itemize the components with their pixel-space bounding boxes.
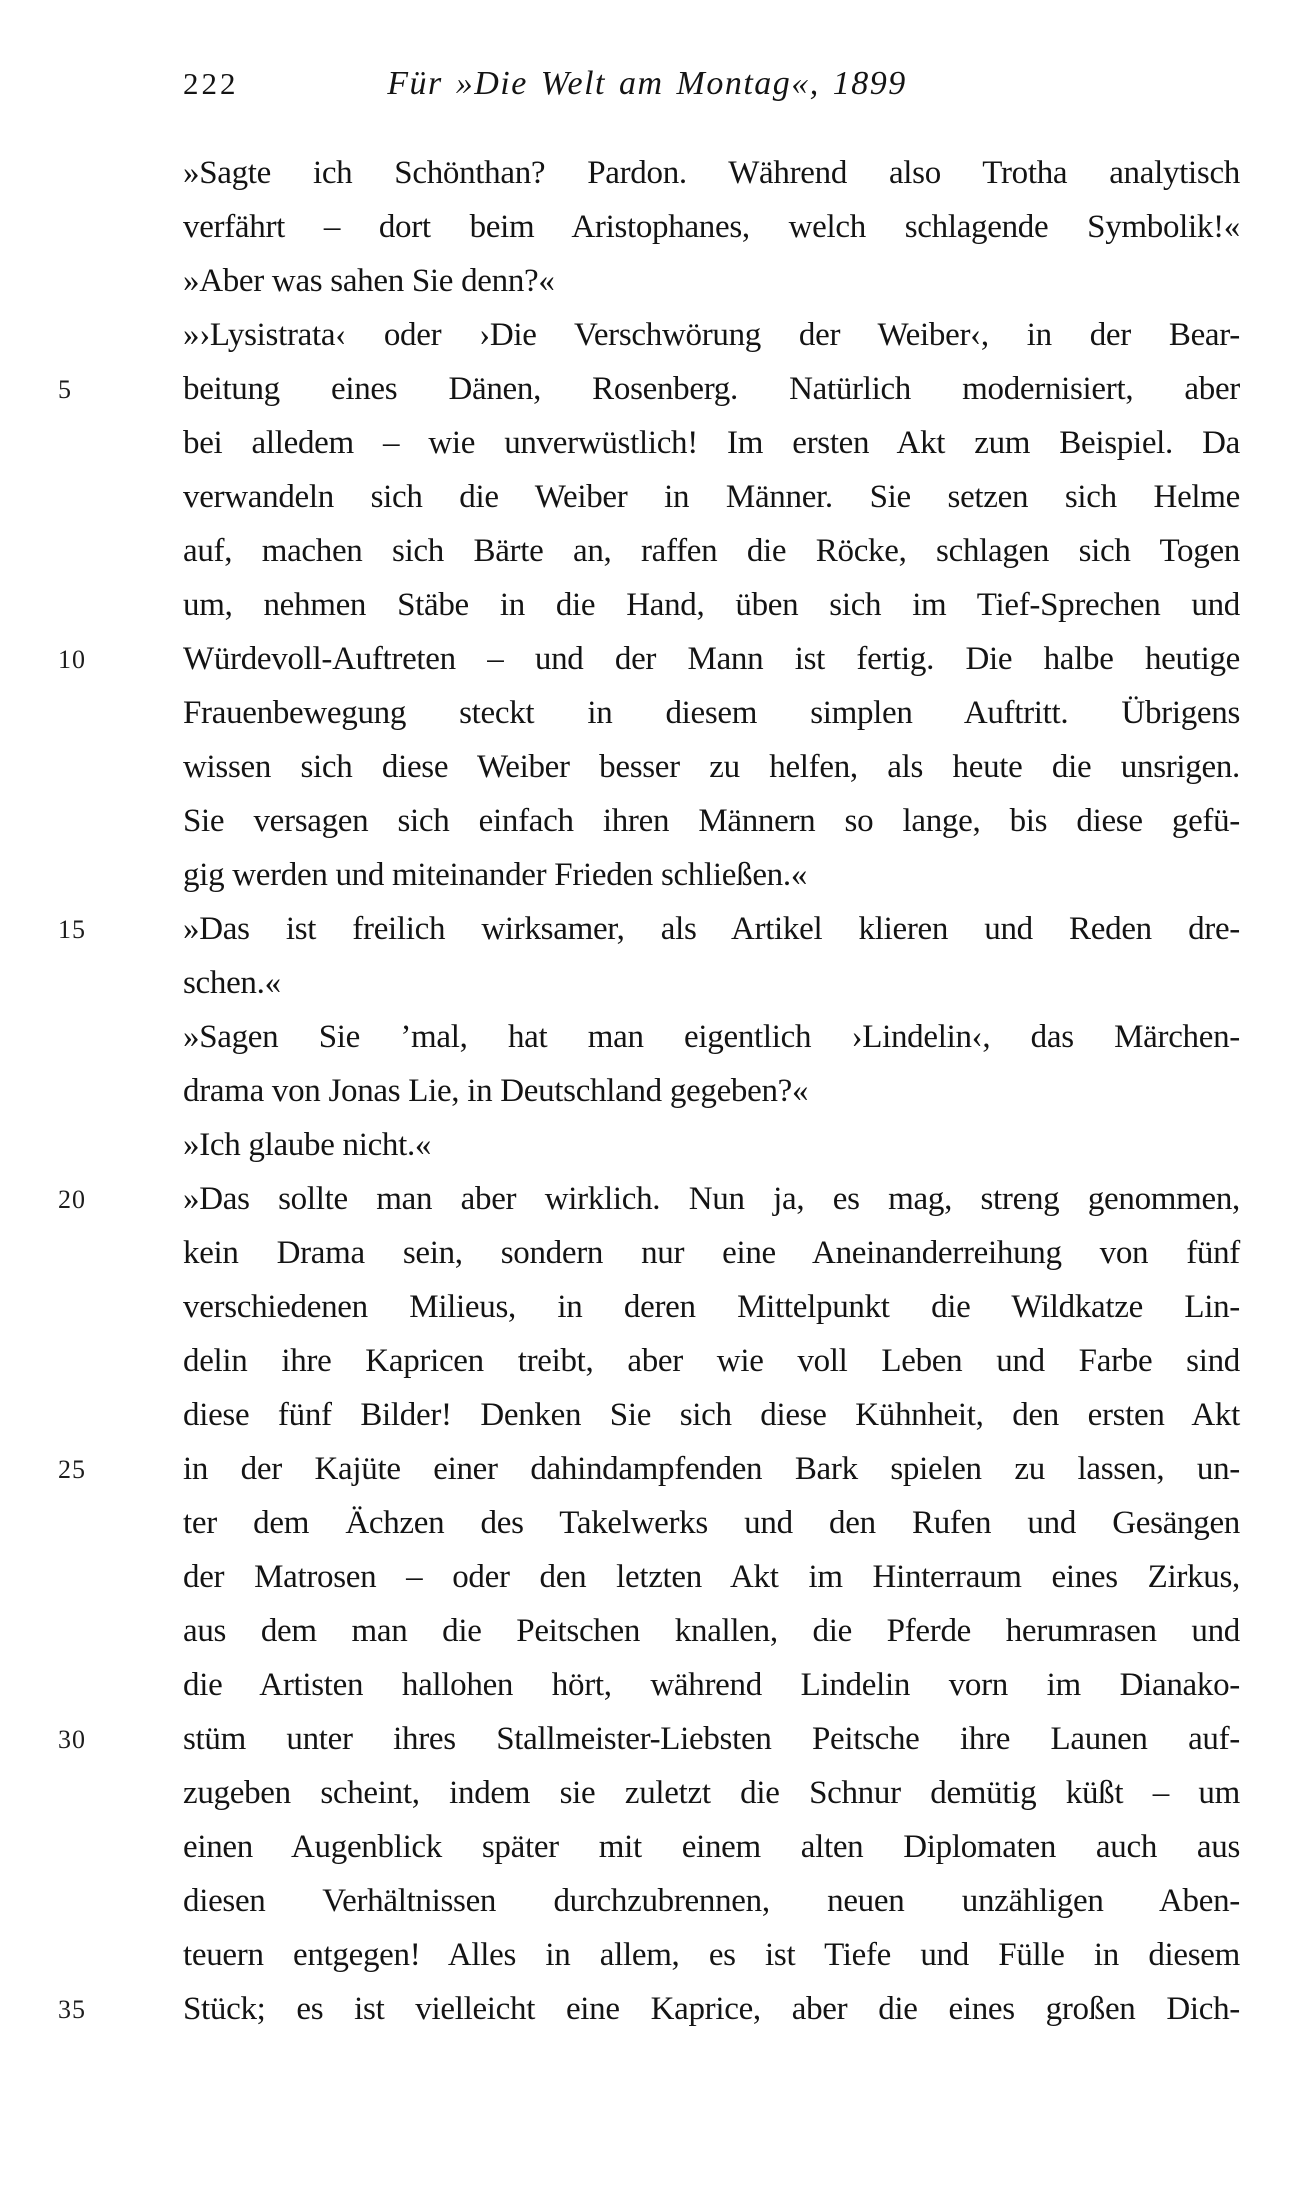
line-text: diesen Verhältnissen durchzubrennen, neuen unzähligen Aben- (183, 1883, 1240, 1919)
line-text: »Aber was sahen Sie denn?« (183, 263, 555, 299)
running-title: Für »Die Welt am Montag«, 1899 (387, 65, 907, 102)
line-number: 35 (58, 1995, 86, 2024)
text-line (183, 1820, 1240, 1874)
line-text: die Artisten hallohen hört, während Lindelin vorn im Dianako- (183, 1667, 1240, 1703)
text-line (183, 254, 1240, 308)
text-line (183, 794, 1240, 848)
text-line (183, 1064, 1240, 1118)
line-text: teuern entgegen! Alles in allem, es ist Tiefe und Fülle in diesem (183, 1937, 1240, 1973)
text-line (183, 1928, 1240, 1982)
line-text: schen.« (183, 965, 281, 1001)
line-text: »Das ist freilich wirksamer, als Artikel klieren und Reden dre- (183, 911, 1240, 947)
line-text: diese fünf Bilder! Denken Sie sich diese Kühnheit, den ersten Akt (183, 1397, 1240, 1433)
line-text: »›Lysistrata‹ oder ›Die Verschwörung der Weiber‹, in der Bear- (183, 317, 1240, 353)
line-text: aus dem man die Peitschen knallen, die Pferde herumrasen und (183, 1613, 1240, 1649)
text-line (183, 1388, 1240, 1442)
text-line (183, 308, 1240, 362)
line-text: wissen sich diese Weiber besser zu helfen, als heute die unsrigen. (183, 749, 1240, 785)
line-text: der Matrosen – oder den letzten Akt im Hinterraum eines Zirkus, (183, 1559, 1240, 1595)
line-text: einen Augenblick später mit einem alten Diplomaten auch aus (183, 1829, 1240, 1865)
line-text: gig werden und miteinander Frieden schließen.« (183, 857, 808, 893)
text-line (58, 1172, 1240, 1226)
text-line (183, 1118, 1240, 1172)
line-text: in der Kajüte einer dahindampfenden Bark spielen zu lassen, un- (183, 1451, 1240, 1487)
line-text: Stück; es ist vielleicht eine Kaprice, aber die eines großen Dich- (183, 1991, 1240, 2027)
text-line (183, 1604, 1240, 1658)
line-text: delin ihre Kapricen treibt, aber wie voll Leben und Farbe sind (183, 1343, 1240, 1379)
line-number: 15 (58, 915, 86, 944)
line-text: Frauenbewegung steckt in diesem simplen Auftritt. Übrigens (183, 695, 1240, 731)
text-line (183, 956, 1240, 1010)
text-line (183, 200, 1240, 254)
text-line (58, 902, 1240, 956)
line-text: auf, machen sich Bärte an, raffen die Röcke, schlagen sich Togen (183, 533, 1240, 569)
text-line (183, 848, 1240, 902)
line-text: verwandeln sich die Weiber in Männer. Sie setzen sich Helme (183, 479, 1240, 515)
line-text: kein Drama sein, sondern nur eine Aneinanderreihung von fünf (183, 1235, 1240, 1271)
line-text: Sie versagen sich einfach ihren Männern so lange, bis diese gefü- (183, 803, 1240, 839)
page-header (0, 58, 1294, 110)
line-number: 25 (58, 1455, 86, 1484)
line-text: ter dem Ächzen des Takelwerks und den Rufen und Gesängen (183, 1505, 1240, 1541)
text-line (183, 470, 1240, 524)
text-line (183, 1496, 1240, 1550)
text-line (183, 578, 1240, 632)
text-line (183, 686, 1240, 740)
line-text: um, nehmen Stäbe in die Hand, üben sich im Tief-Sprechen und (183, 587, 1240, 623)
line-number: 30 (58, 1725, 86, 1754)
line-text: »Ich glaube nicht.« (183, 1127, 432, 1163)
line-text: verschiedenen Milieus, in deren Mittelpunkt die Wildkatze Lin- (183, 1289, 1240, 1325)
text-line (58, 1442, 1240, 1496)
line-number: 5 (58, 375, 72, 404)
text-line (183, 1550, 1240, 1604)
line-text: Würdevoll-Auftreten – und der Mann ist fertig. Die halbe heutige (183, 641, 1240, 677)
text-line (58, 362, 1240, 416)
text-line (183, 740, 1240, 794)
text-line (183, 1010, 1240, 1064)
text-line (183, 146, 1240, 200)
text-line (183, 1874, 1240, 1928)
line-text: »Sagen Sie ’mal, hat man eigentlich ›Lindelin‹, das Märchen- (183, 1019, 1240, 1055)
text-block (58, 146, 1240, 2036)
line-text: zugeben scheint, indem sie zuletzt die Schnur demütig küßt – um (183, 1775, 1240, 1811)
line-text: stüm unter ihres Stallmeister-Liebsten Peitsche ihre Launen auf- (183, 1721, 1240, 1757)
text-line (58, 1712, 1240, 1766)
text-line (183, 524, 1240, 578)
line-number: 20 (58, 1185, 86, 1214)
text-line (183, 1334, 1240, 1388)
page-number: 222 (183, 66, 239, 101)
text-line (183, 1766, 1240, 1820)
text-line (183, 1658, 1240, 1712)
line-text: beitung eines Dänen, Rosenberg. Natürlich modernisiert, aber (183, 371, 1240, 407)
line-text: drama von Jonas Lie, in Deutschland gegeben?« (183, 1073, 809, 1109)
line-text: bei alledem – wie unverwüstlich! Im ersten Akt zum Beispiel. Da (183, 425, 1240, 461)
line-text: »Sagte ich Schönthan? Pardon. Während also Trotha analytisch (183, 155, 1240, 191)
line-text: verfährt – dort beim Aristophanes, welch schlagende Symbolik!« (183, 209, 1240, 245)
text-line (183, 1226, 1240, 1280)
text-line (58, 632, 1240, 686)
line-text: »Das sollte man aber wirklich. Nun ja, es mag, streng genommen, (183, 1181, 1240, 1217)
line-number: 10 (58, 645, 86, 674)
text-line (183, 416, 1240, 470)
text-line (58, 1982, 1240, 2036)
text-line (183, 1280, 1240, 1334)
